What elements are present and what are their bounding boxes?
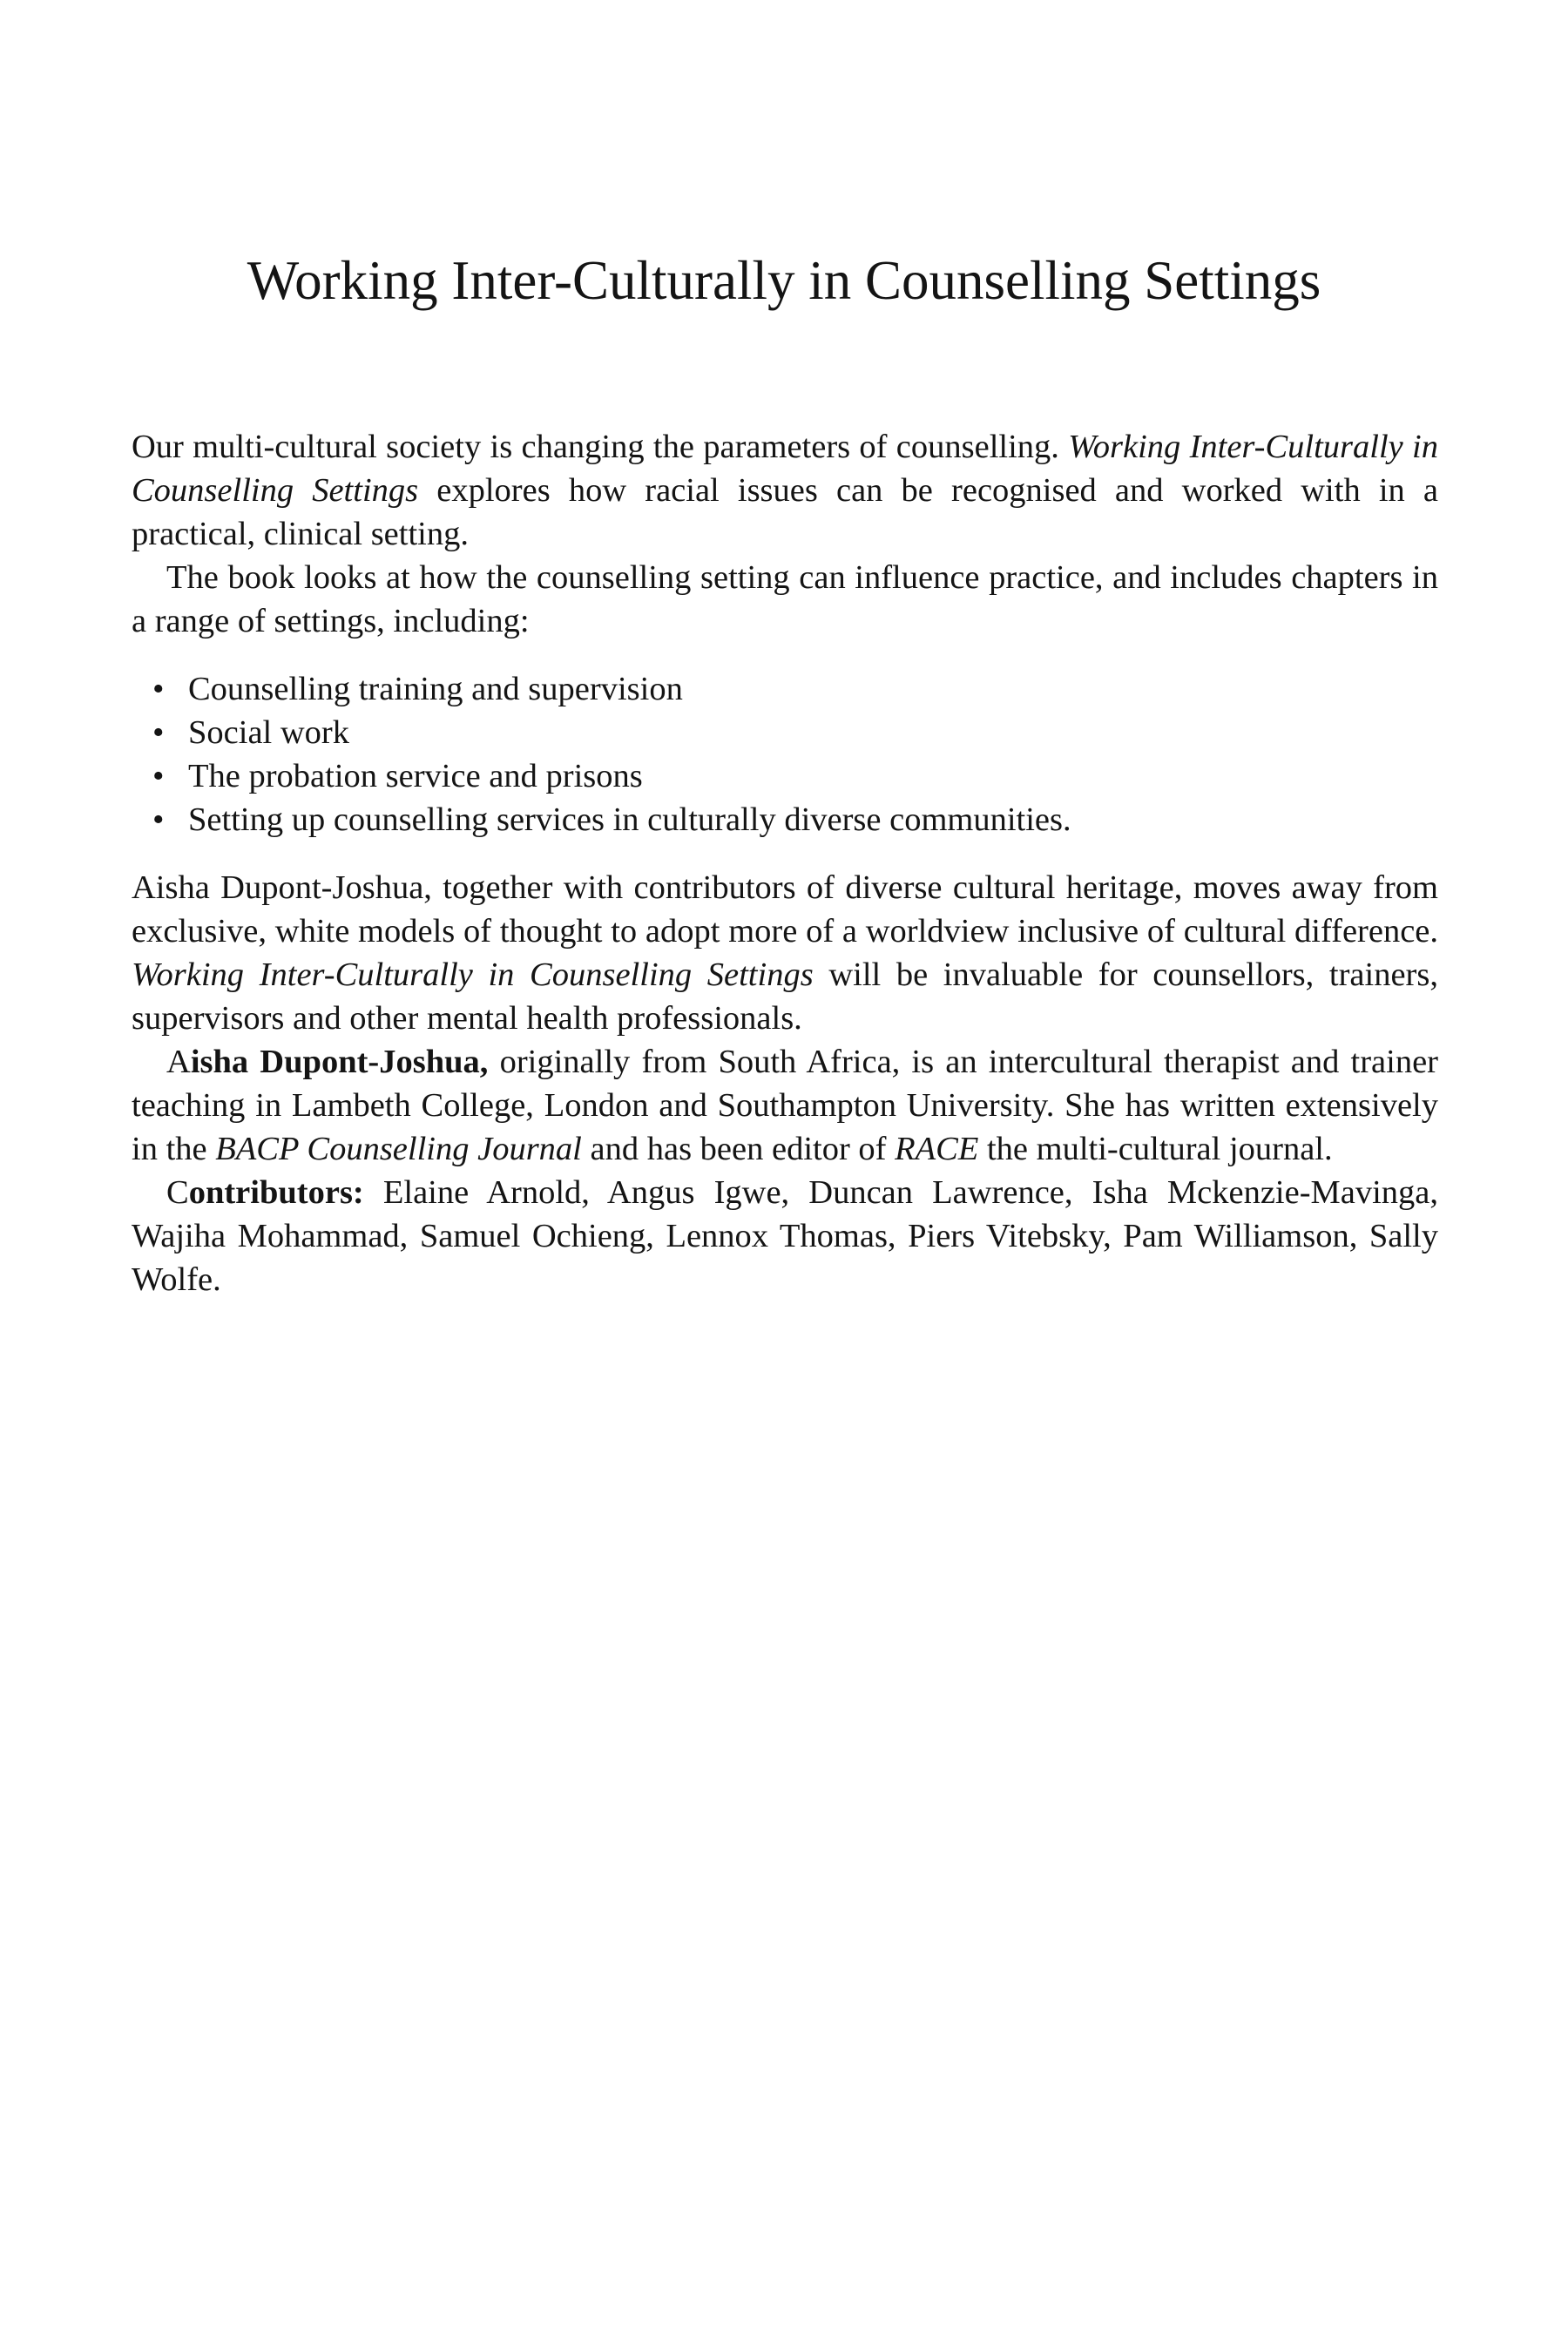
list-item (132, 711, 1438, 754)
bullet-icon: • (152, 758, 165, 794)
intro-paragraph (132, 425, 1438, 556)
list-item-text: Counselling training and supervision (188, 671, 683, 707)
race-journal-title: RACE (895, 1131, 979, 1167)
journal-title: BACP Counselling Journal (215, 1131, 582, 1167)
author-bio-paragraph (132, 1040, 1438, 1171)
author-text-2: and has been editor of (581, 1131, 896, 1167)
list-item-text: Social work (188, 714, 349, 751)
list-item (132, 754, 1438, 798)
contributors-paragraph (132, 1171, 1438, 1301)
contributors-label: ontributors: (188, 1174, 364, 1211)
list-item (132, 667, 1438, 711)
author-name: isha Dupont-Joshua, (190, 1044, 489, 1080)
summary-text-1: Aisha Dupont-Joshua, together with contributors of diverse cultural heritage, moves away from exclusive, white models of thought to adopt more of a worldview inclusive of cultural difference. (132, 869, 1438, 950)
intro-text-1: Our multi-cultural society is changing the parameters of counselling. (132, 429, 1069, 465)
intro-text-2: explores how racial issues can be recognised and worked with in a practical, clinical setting. (132, 472, 1438, 552)
author-initial: A (166, 1044, 191, 1080)
list-item (132, 798, 1438, 841)
page-title: Working Inter-Culturally in Counselling Settings (247, 250, 1321, 311)
summary-text-2: will be invaluable for counsellors, trainers, supervisors and other mental health professionals. (132, 956, 1438, 1037)
summary-paragraph (132, 866, 1438, 1040)
author-text-1: originally from South Africa, is an intercultural therapist and trainer teaching in Lambeth College, London and Southampton University. She has written extensively in the (132, 1044, 1438, 1167)
bullet-icon: • (152, 714, 165, 751)
intro-book-title: Working Inter-Culturally in Counselling Settings (132, 429, 1438, 509)
settings-list (132, 667, 1438, 841)
summary-book-title: Working Inter-Culturally in Counselling Settings (132, 956, 814, 993)
contributors-names: Elaine Arnold, Angus Igwe, Duncan Lawrence, Isha Mckenzie-Mavinga, Wajiha Mohammad, Samuel Ochieng, Lennox Thomas, Piers Vitebsky, Pam Williamson, Sally Wolfe. (132, 1174, 1438, 1298)
bullet-icon: • (152, 801, 165, 838)
blurb-body (132, 425, 1438, 1301)
bullet-icon: • (152, 671, 165, 707)
contributors-initial: C (166, 1174, 189, 1211)
settings-paragraph: The book looks at how the counselling setting can influence practice, and includes chapters in a range of settings, including: (132, 559, 1438, 639)
list-item-text: Setting up counselling services in culturally diverse communities. (188, 801, 1071, 838)
author-text-3: the multi-cultural journal. (978, 1131, 1333, 1167)
list-item-text: The probation service and prisons (188, 758, 643, 794)
